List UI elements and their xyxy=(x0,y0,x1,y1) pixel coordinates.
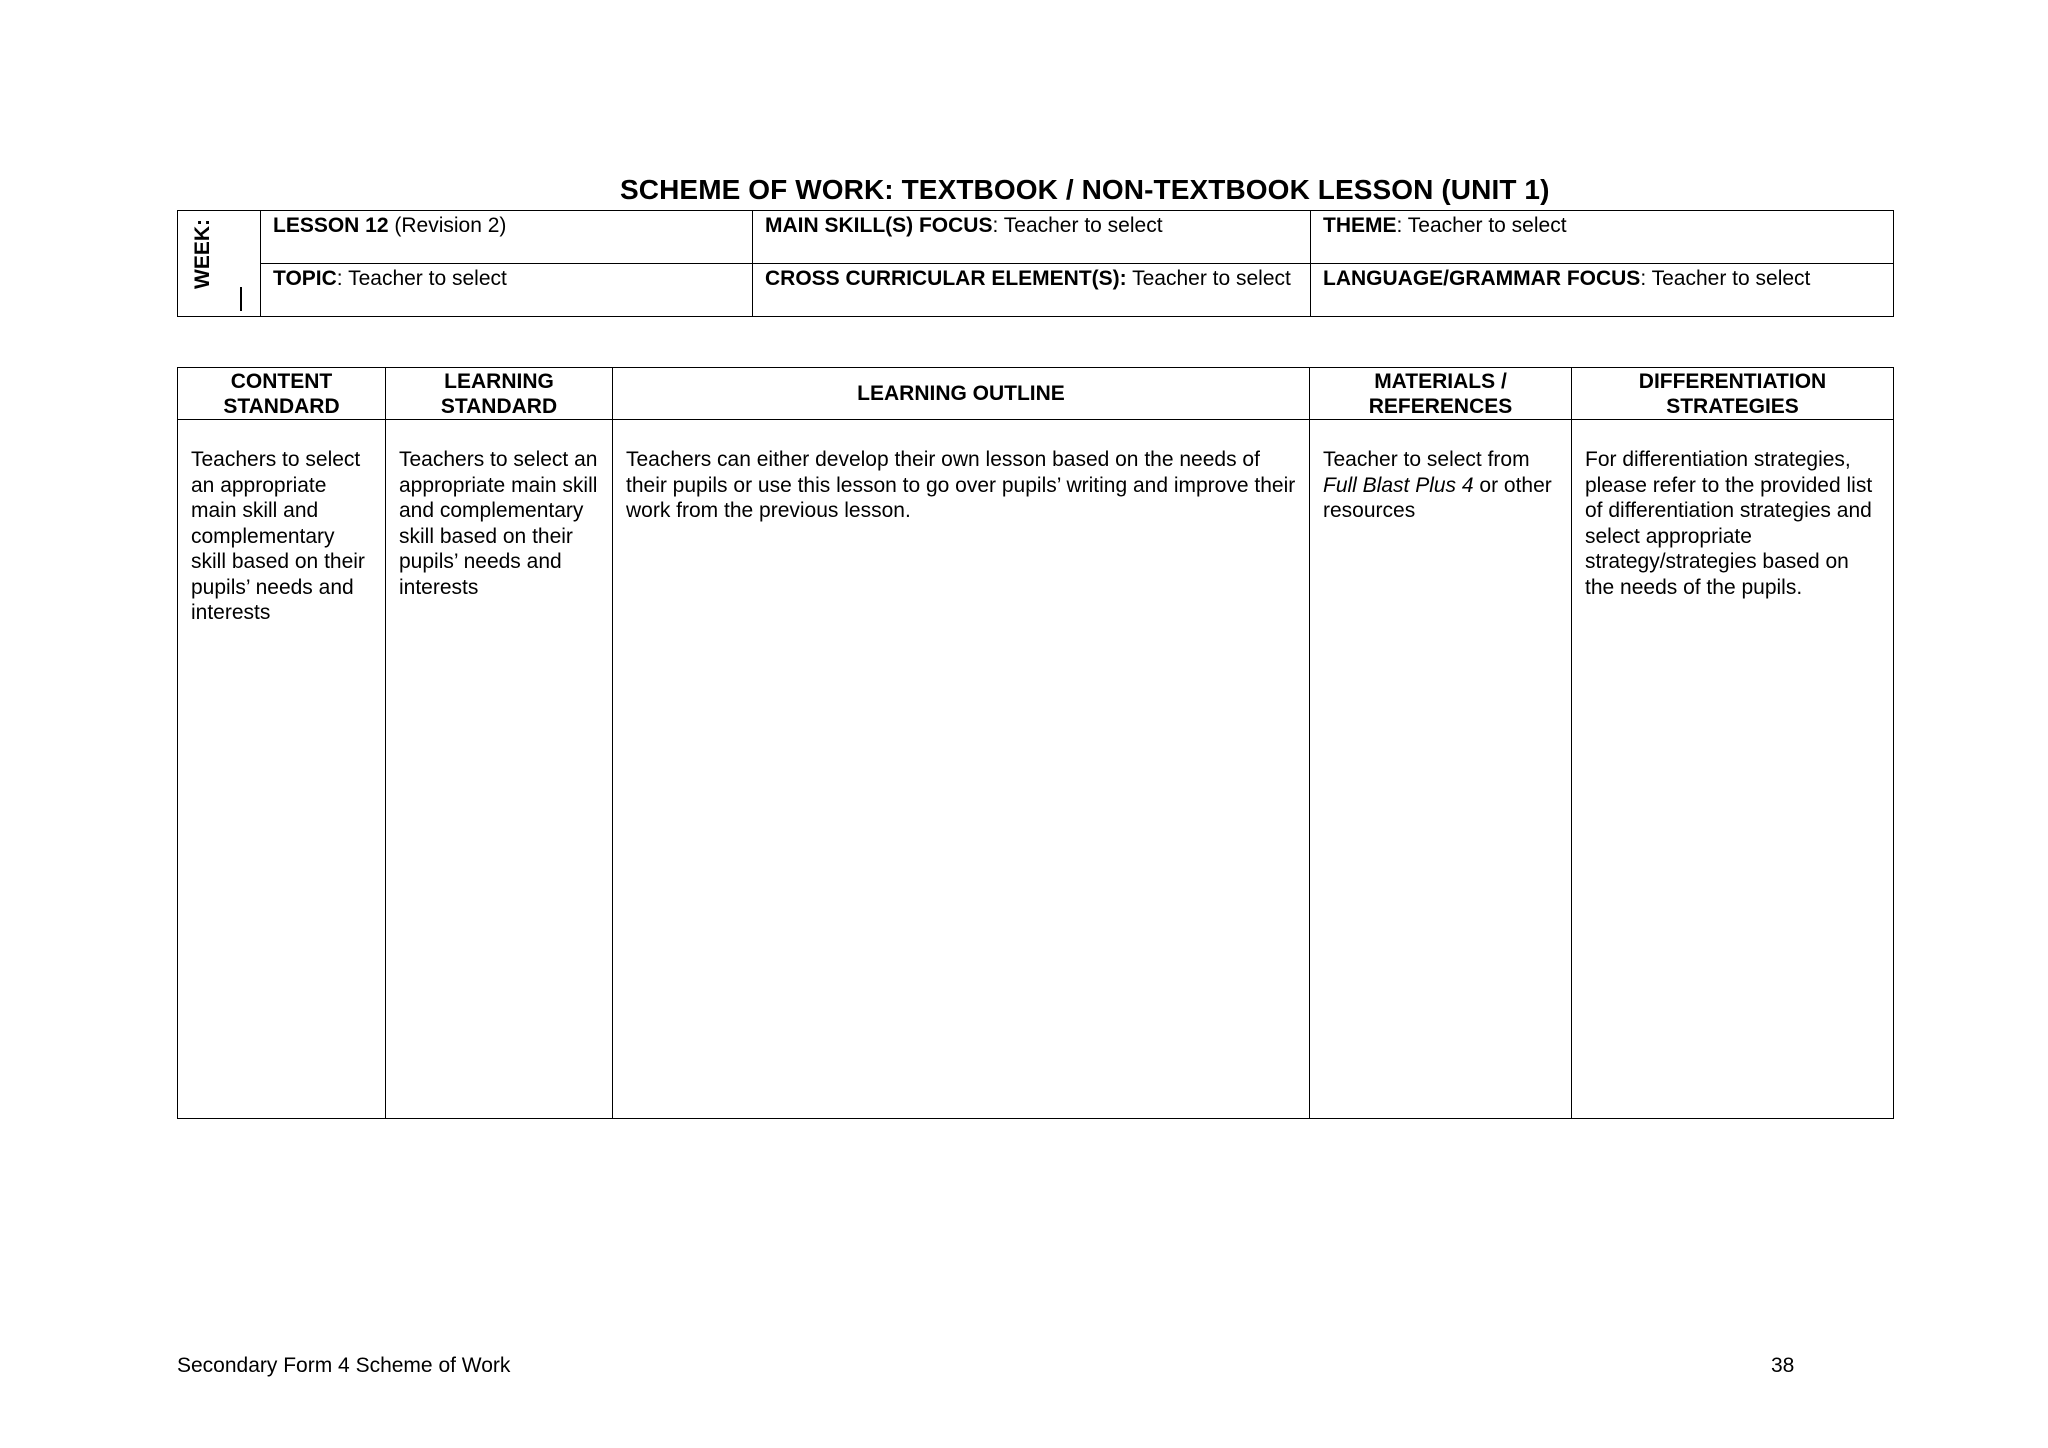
lesson-label: LESSON 12 xyxy=(273,214,389,237)
materials-header-line1: MATERIALS / xyxy=(1374,369,1507,393)
week-label: WEEK: xyxy=(191,219,214,289)
main-skill-value: : Teacher to select xyxy=(992,214,1163,237)
scheme-header-row xyxy=(178,368,1894,420)
materials-cell xyxy=(1310,420,1572,1119)
header-row-2 xyxy=(178,264,1894,317)
week-value-bar xyxy=(240,287,242,311)
column-header-differentiation xyxy=(1572,368,1894,420)
lesson-value: (Revision 2) xyxy=(388,214,507,237)
lesson-header-table xyxy=(177,210,1894,317)
page-title: SCHEME OF WORK: TEXTBOOK / NON-TEXTBOOK LESSON (UNIT 1) xyxy=(620,174,1550,205)
differentiation-header-line1: DIFFERENTIATION xyxy=(1638,369,1827,393)
column-header-learning-standard xyxy=(386,368,613,420)
learning-standard-cell: Teachers to select an appropriate main skill and complementary skill based on their pupils’ needs and interests xyxy=(386,420,613,1119)
theme-value: : Teacher to select xyxy=(1396,214,1567,237)
theme-label: THEME xyxy=(1323,214,1397,237)
content-standard-cell: Teachers to select an appropriate main skill and complementary skill based on their pupils’ needs and interests xyxy=(178,420,386,1119)
column-header-materials xyxy=(1310,368,1572,420)
main-skill-cell xyxy=(753,211,1311,264)
cross-curricular-cell xyxy=(753,264,1311,317)
theme-cell xyxy=(1311,211,1894,264)
language-focus-label: LANGUAGE/GRAMMAR FOCUS xyxy=(1323,267,1641,290)
learning-outline-cell: Teachers can either develop their own lesson based on the needs of their pupils or use this lesson to go over pupils’ writing and improve their work from the previous lesson. xyxy=(613,420,1310,1119)
header-row-1 xyxy=(178,211,1894,264)
topic-cell xyxy=(261,264,753,317)
topic-value: : Teacher to select xyxy=(336,267,507,290)
scheme-table xyxy=(177,367,1894,1119)
footer-page-number: 38 xyxy=(1771,1354,1795,1377)
language-focus-cell xyxy=(1311,264,1894,317)
week-cell xyxy=(178,211,261,317)
language-focus-value: : Teacher to select xyxy=(1640,267,1811,290)
materials-prefix: Teacher to select from xyxy=(1323,448,1530,471)
column-header-content-standard xyxy=(178,368,386,420)
content-standard-header-line1: CONTENT xyxy=(230,369,333,393)
materials-book-title: Full Blast Plus 4 xyxy=(1323,473,1474,497)
cross-curricular-label: CROSS CURRICULAR ELEMENT(S): xyxy=(765,267,1127,290)
learning-standard-header-line2: STANDARD xyxy=(440,394,558,418)
learning-standard-header-line1: LEARNING xyxy=(444,369,554,393)
topic-label: TOPIC xyxy=(273,267,337,290)
content-standard-header-line2: STANDARD xyxy=(223,394,340,418)
column-header-learning-outline: LEARNING OUTLINE xyxy=(613,368,1310,420)
table-row xyxy=(178,420,1894,1119)
main-skill-label: MAIN SKILL(S) FOCUS xyxy=(765,214,993,237)
differentiation-header-line2: STRATEGIES xyxy=(1666,394,1799,418)
cross-curricular-value: Teacher to select xyxy=(1126,267,1291,290)
materials-suffix: or other resources xyxy=(1323,473,1552,522)
differentiation-cell: For differentiation strategies, please refer to the provided list of differentiation strategies and select appropriate strategy/strategies based on the needs of the pupils. xyxy=(1572,420,1894,1119)
materials-header-line2: REFERENCES xyxy=(1368,394,1513,418)
lesson-cell xyxy=(261,211,753,264)
footer-document-title: Secondary Form 4 Scheme of Work xyxy=(177,1354,511,1377)
